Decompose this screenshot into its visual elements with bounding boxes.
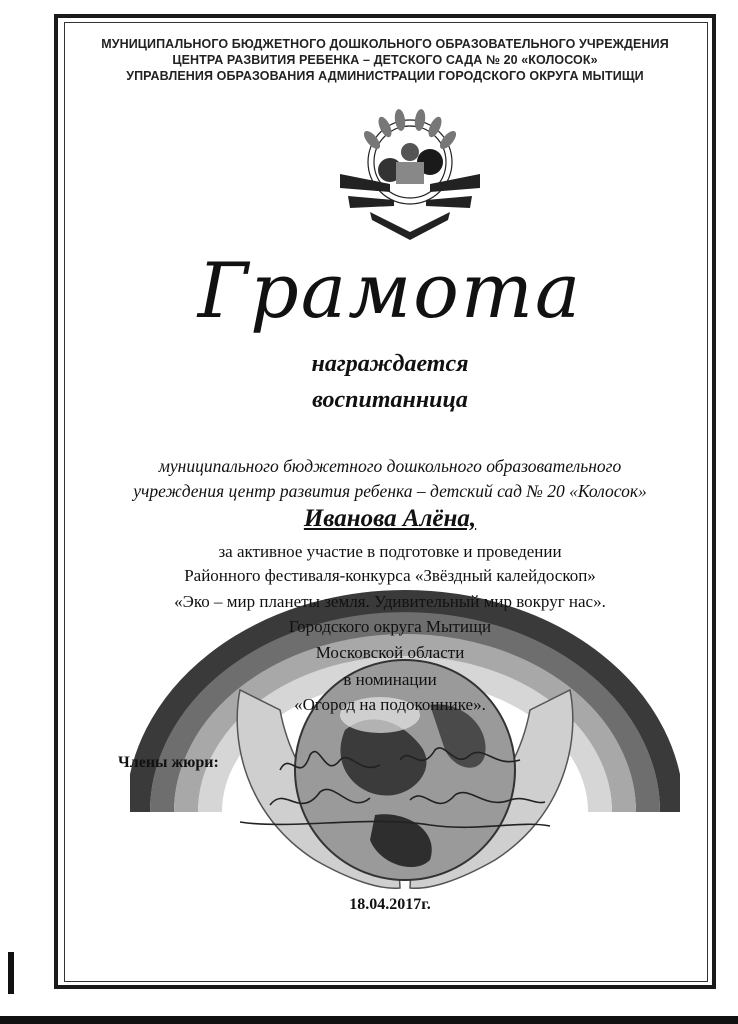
scan-mark: [8, 952, 14, 994]
jury-signatures: [230, 730, 560, 840]
header-line-2: ЦЕНТРА РАЗВИТИЯ РЕБЕНКА – ДЕТСКОГО САДА № 20 «КОЛОСОК»: [172, 53, 598, 67]
awarded-line-2: воспитанница: [312, 387, 468, 413]
reason-line-7: «Огород на подоконнике».: [294, 695, 486, 714]
institution-line-2: учреждения центр развития ребенка – детский сад № 20 «Колосок»: [133, 481, 647, 501]
reason-line-3: «Эко – мир планеты земля. Удивительный мир вокруг нас».: [174, 592, 606, 611]
reason-line-1: за активное участие в подготовке и проведении: [218, 542, 562, 561]
reason-line-5: Московской области: [315, 643, 465, 662]
reason-line-4: Городского округа Мытищи: [288, 617, 492, 636]
recipient-name: [70, 505, 710, 533]
awarded-line-1: награждается: [311, 351, 469, 377]
jury-label: Члены жюри:: [118, 754, 219, 771]
kindergarten-emblem-icon: [330, 100, 490, 248]
hands-holding-globe-rainbow: [130, 530, 680, 910]
reason-line-2: Районного фестиваля-конкурса «Звёздный калейдоскоп»: [184, 566, 596, 585]
reason-line-6: в номинации: [343, 670, 437, 689]
header-line-1: МУНИЦИПАЛЬНОГО БЮДЖЕТНОГО ДОШКОЛЬНОГО ОБРАЗОВАТЕЛЬНОГО УЧРЕЖДЕНИЯ: [101, 37, 669, 51]
header-line-3: УПРАВЛЕНИЯ ОБРАЗОВАНИЯ АДМИНИСТРАЦИИ ГОРОДСКОГО ОКРУГА МЫТИЩИ: [126, 69, 644, 83]
recipient-name-text: Иванова Алёна,: [303, 505, 477, 532]
scan-bottom-edge: [0, 1016, 738, 1024]
institution-line-1: муниципального бюджетного дошкольного образовательного: [158, 456, 622, 476]
certificate-title: Грамота: [197, 246, 583, 335]
issue-date: 18.04.2017г.: [349, 896, 431, 913]
